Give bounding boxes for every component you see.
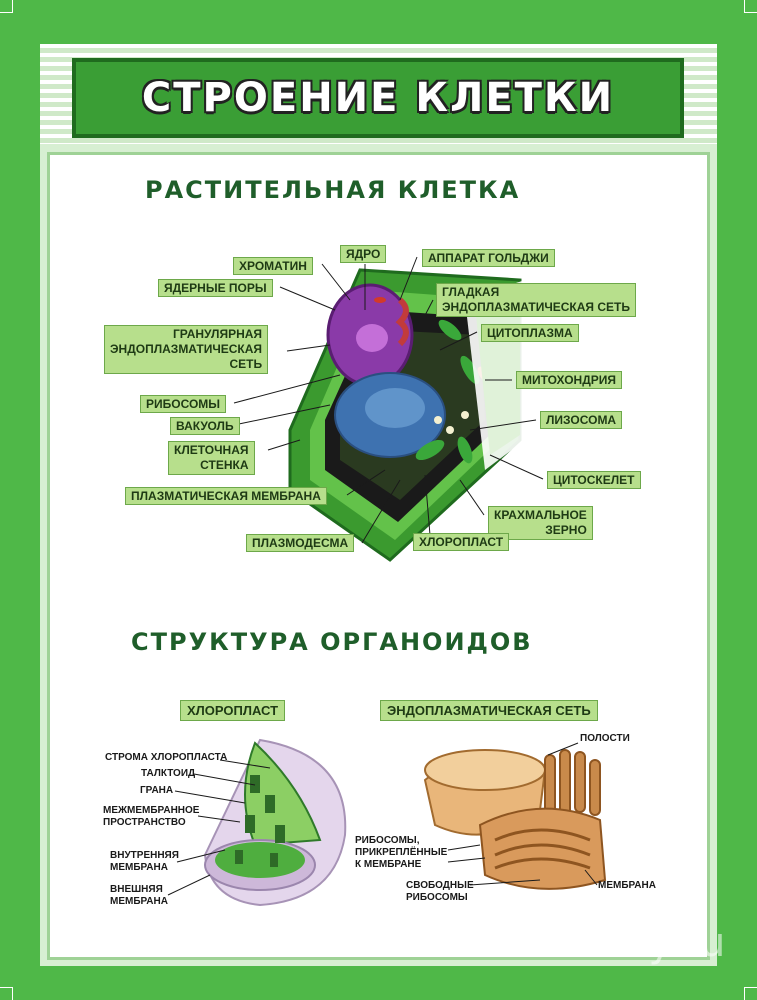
crop-mark-bottom-right [744,987,757,1000]
label-granular-er-line3: СЕТЬ [229,357,263,371]
label-free-ribosomes [406,880,474,904]
label-intermembrane-line1: МЕЖМЕМБРАННОЕ [103,805,200,816]
label-outer-line2: МЕМБРАНА [110,896,168,907]
label-nuclear-pores: ЯДЕРНЫЕ ПОРЫ [158,279,273,297]
chloroplast-subheading: ХЛОРОПЛАСТ [180,700,285,721]
label-starch-line1: КРАХМАЛЬНОЕ [494,508,587,522]
crop-mark-bottom-left [0,987,13,1000]
label-free-line1: СВОБОДНЫЕ [406,880,474,891]
label-lysosome: ЛИЗОСОМА [540,411,622,429]
label-granular-er-line1: ГРАНУЛЯРНАЯ [172,327,263,341]
label-plasmodesma: ПЛАЗМОДЕСМА [246,534,354,552]
label-grana: ГРАНА [140,785,174,796]
label-mitochondria: МИТОХОНДРИЯ [516,371,622,389]
label-attached-ribosomes [355,835,447,871]
label-cell-wall-line1: КЛЕТОЧНАЯ [174,443,249,457]
label-ribosomes: РИБОСОМЫ [140,395,226,413]
label-starch-line2: ЗЕРНО [545,523,587,537]
label-attached-line2: ПРИКРЕПЛЁННЫЕ [355,847,448,858]
label-attached-line3: К МЕМБРАНЕ [355,859,422,870]
label-cytoskeleton: ЦИТОСКЕЛЕТ [547,471,641,489]
crop-mark-top-right [744,0,757,13]
crop-mark-top-left [0,0,13,13]
label-plasma-membrane: ПЛАЗМАТИЧЕСКАЯ МЕМБРАНА [125,487,327,505]
organelles-heading: СТРУКТУРА ОРГАНОИДОВ [131,628,533,656]
poster-title: СТРОЕНИЕ КЛЕТКИ [141,75,615,121]
label-granular-er-line2: ЭНДОПЛАЗМАТИЧЕСКАЯ [110,342,263,356]
label-stroma: СТРОМА ХЛОРОПЛАСТА [105,752,228,763]
label-cavities: ПОЛОСТИ [580,733,630,744]
plant-cell-heading: РАСТИТЕЛЬНАЯ КЛЕТКА [145,176,521,204]
label-smooth-er-line2: ЭНДОПЛАЗМАТИЧЕСКАЯ СЕТЬ [442,300,631,314]
label-outer-line1: ВНЕШНЯЯ [110,884,163,895]
label-attached-line1: РИБОСОМЫ, [355,835,420,846]
label-intermembrane-line2: ПРОСТРАНСТВО [103,817,186,828]
label-chloroplast: ХЛОРОПЛАСТ [413,533,509,551]
label-inner-line1: ВНУТРЕННЯЯ [110,850,179,861]
label-vacuole: ВАКУОЛЬ [170,417,240,435]
label-inner-line2: МЕМБРАНА [110,862,168,873]
label-thylakoid: ТАЛКТОИД [141,768,196,779]
label-golgi: АППАРАТ ГОЛЬДЖИ [422,249,555,267]
er-subheading: ЭНДОПЛАЗМАТИЧЕСКАЯ СЕТЬ [380,700,598,721]
label-cell-wall-line2: СТЕНКА [200,458,249,472]
label-smooth-er-line1: ГЛАДКАЯ [442,285,500,299]
label-membrane: МЕМБРАНА [598,880,656,891]
label-nucleus: ЯДРО [340,245,386,263]
label-chromatin: ХРОМАТИН [233,257,313,275]
label-cytoplasm: ЦИТОПЛАЗМА [481,324,579,342]
label-free-line2: РИБОСОМЫ [406,892,468,903]
watermark: Stendy.su [532,920,726,966]
